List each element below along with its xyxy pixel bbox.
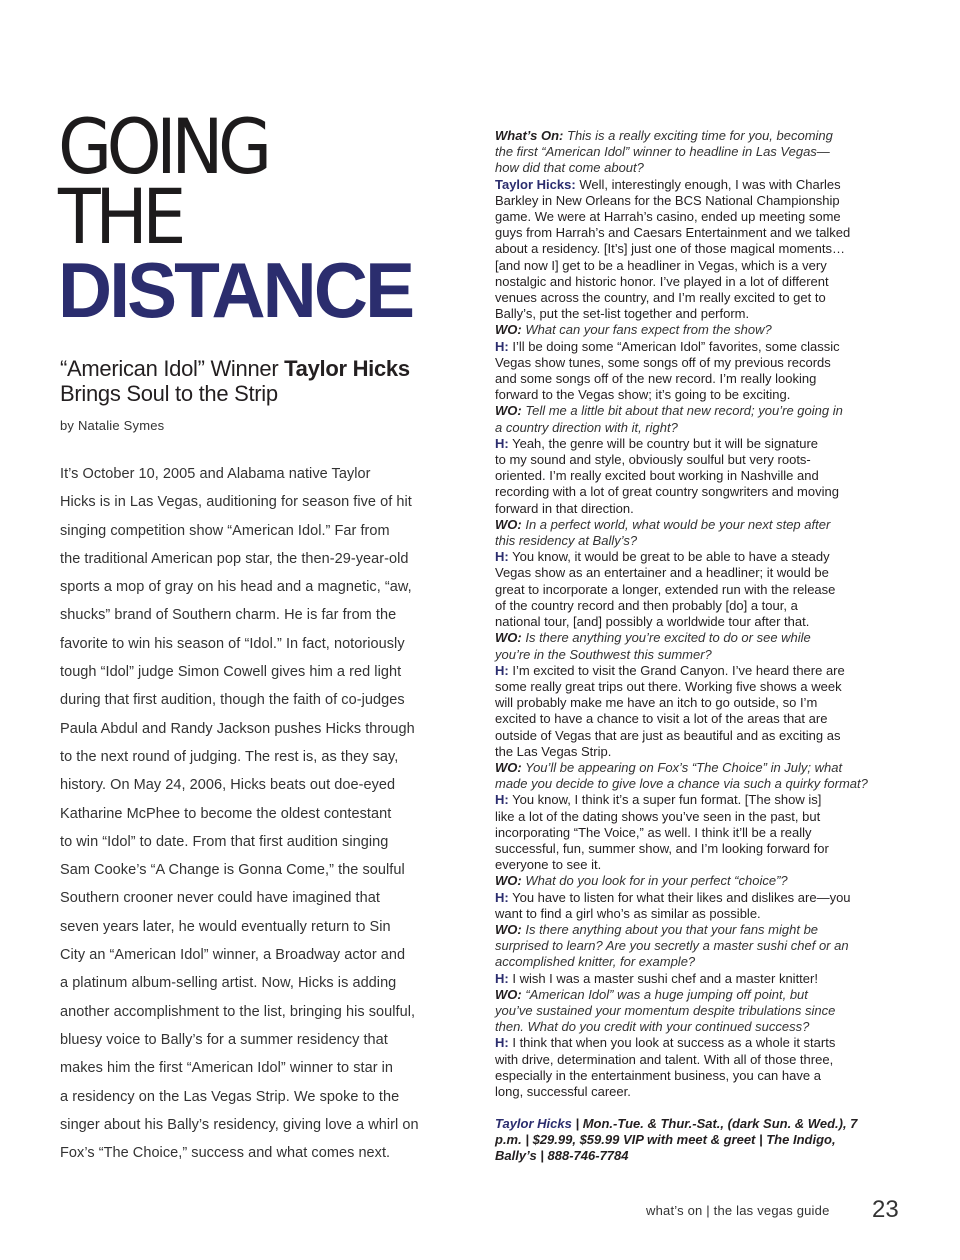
interview-answer <box>495 792 905 873</box>
intro-line: shucks” brand of Southern charm. He is far from the <box>60 607 397 624</box>
interview-text: recording with a lot of great country songwriters and moving <box>495 484 839 500</box>
interview-text: great to incorporate a longer, extended run with the release <box>495 581 836 597</box>
article-subtitle <box>60 356 450 406</box>
intro-line: another accomplishment to the list, bringing his soulful, <box>60 1003 416 1020</box>
interview-line <box>495 711 905 727</box>
interview-text: You know, it would be great to be able to have a steady <box>512 549 830 565</box>
interview-answer <box>495 436 905 517</box>
interview-line <box>495 258 905 274</box>
interview-text: Well, interestingly enough, I was with Charles <box>579 176 841 192</box>
interview-line <box>495 987 905 1003</box>
interview-text: you’ve sustained your momentum despite tribulations since <box>495 1002 836 1018</box>
interview-text: about a residency. [It’s] just one of those magical moments… <box>495 241 845 257</box>
speaker-tag-whats-on: WO: <box>495 516 522 532</box>
interview-line <box>495 663 905 679</box>
speaker-tag-hicks: H: <box>495 1035 509 1051</box>
interview-line <box>495 484 905 500</box>
interview-text: Is there anything about you that your fans might be <box>525 921 819 937</box>
interview-line <box>495 371 905 387</box>
show-info-line2: p.m. | $29.99, $59.99 VIP with meet & greet | The Indigo, <box>495 1132 836 1148</box>
show-info-line3: Bally’s | 888-746-7784 <box>495 1148 629 1164</box>
interview-text: the Las Vegas Strip. <box>495 743 612 759</box>
interview-line <box>495 776 905 792</box>
intro-line: Sam Cooke’s “A Change is Gonna Come,” the soulful <box>60 862 405 879</box>
interview-text: Vegas show tunes, some songs off of my previous records <box>495 354 831 370</box>
article-title <box>58 102 458 334</box>
interview-answer <box>495 549 905 630</box>
title-line-the: THE <box>58 172 181 261</box>
interview-line <box>495 760 905 776</box>
interview-answer <box>495 339 905 404</box>
intro-line: sports a mop of gray on his head and a magnetic, “aw, <box>60 579 412 596</box>
show-info-name: Taylor Hicks <box>495 1116 572 1131</box>
interview-text: This is a really exciting time for you, becoming <box>567 128 833 143</box>
intro-line: to win “Idol” to date. From that first audition singing <box>60 833 389 850</box>
interview-text: everyone to see it. <box>495 857 602 873</box>
interview-line <box>495 468 905 484</box>
intro-line: City an “American Idol” winner, a Broadway actor and <box>60 947 406 964</box>
interview-line <box>495 177 905 193</box>
interview-text: long, successful career. <box>495 1083 631 1099</box>
interview-text: to my sound and style, obviously soulful but very roots- <box>495 452 811 468</box>
interview-text: how did that come about? <box>495 160 644 176</box>
interview-text: nostalgic and historic honor. I’ve played in a lot of different <box>495 273 829 289</box>
byline: by Natalie Symes <box>60 418 165 433</box>
speaker-tag-whats-on: WO: <box>495 322 522 338</box>
interview-question <box>495 517 905 549</box>
intro-paragraph <box>60 460 452 1167</box>
interview-line <box>495 1019 905 1035</box>
interview-text: surprised to learn? Are you secretly a master sushi chef or an <box>495 938 849 954</box>
interview-line <box>495 598 905 614</box>
interview-line <box>495 647 905 663</box>
interview-question <box>495 630 905 662</box>
speaker-tag-hicks: H: <box>495 662 509 678</box>
interview-question <box>495 403 905 435</box>
intro-line: to the next round of judging. The rest is, as they say, <box>60 748 399 765</box>
interview-text: of the country record and then probably [do] a tour, a <box>495 597 798 613</box>
interview-text: game. We were at Harrah’s casino, ended up meeting some <box>495 209 841 225</box>
interview-text: some really great trips out there. Working five shows a week <box>495 678 842 694</box>
footer-publication: what’s on | the las vegas guide <box>646 1203 830 1218</box>
intro-line: favorite to win his season of “Idol.” In fact, notoriously <box>60 635 405 652</box>
interview-line <box>495 1035 905 1051</box>
interview-line <box>495 452 905 468</box>
interview-line <box>495 290 905 306</box>
interview-text: national tour, [and] possibly a worldwide tour after that. <box>495 614 810 630</box>
intro-line: tough “Idol” judge Simon Cowell gives him a red light <box>60 664 402 681</box>
intro-line: Katharine McPhee to become the oldest contestant <box>60 805 392 822</box>
intro-line: seven years later, he would eventually return to Sin <box>60 918 391 935</box>
interview-text: outside of Vegas that are just as beautiful and as exciting as <box>495 727 841 743</box>
intro-line: It’s October 10, 2005 and Alabama native Taylor <box>60 466 371 482</box>
speaker-tag-hicks: H: <box>495 338 509 354</box>
interview-text: made you decide to give love a chance via such a quirky format? <box>495 776 868 792</box>
interview-line <box>495 306 905 322</box>
page-number: 23 <box>872 1196 899 1223</box>
interview-line <box>495 193 905 209</box>
interview-text: incorporating “The Voice,” as well. I think it’ll be a really <box>495 824 812 840</box>
interview-text: guys from Harrah’s and Caesars Entertainment and we talked <box>495 225 851 241</box>
interview-line <box>495 825 905 841</box>
speaker-tag-whats-on: WO: <box>495 873 522 889</box>
speaker-tag-whats-on: WO: <box>495 403 522 419</box>
interview-question <box>495 128 905 177</box>
interview-line <box>495 1068 905 1084</box>
intro-line: history. On May 24, 2006, Hicks beats out doe-eyed <box>60 777 396 794</box>
interview-line <box>495 160 905 176</box>
interview-line <box>495 144 905 160</box>
interview-text: In a perfect world, what would be your next step after <box>525 516 831 532</box>
interview-answer <box>495 971 905 987</box>
interview-text: I’m excited to visit the Grand Canyon. I’ve heard there are <box>512 662 845 678</box>
interview-text: the first “American Idol” winner to headline in Las Vegas— <box>495 144 830 160</box>
interview-line <box>495 728 905 744</box>
interview-question <box>495 873 905 889</box>
interview-line <box>495 339 905 355</box>
interview-question <box>495 760 905 792</box>
interview-answer <box>495 890 905 922</box>
interview-question <box>495 987 905 1036</box>
interview-line <box>495 906 905 922</box>
interview-line <box>495 241 905 257</box>
interview-text: forward in that direction. <box>495 500 634 516</box>
interview-text: Vegas show as an entertainer and a headliner; it would be <box>495 565 829 581</box>
interview-text: Yeah, the genre will be country but it will be signature <box>512 435 819 451</box>
interview-text: will probably make me have an itch to go outside, so I’m <box>495 695 818 711</box>
interview-answer <box>495 1035 905 1100</box>
interview-line <box>495 971 905 987</box>
interview-line <box>495 1084 905 1100</box>
intro-line: Fox’s “The Choice,” success and what comes next. <box>60 1145 391 1162</box>
speaker-tag-hicks: H: <box>495 792 509 808</box>
interview-text: and some songs off of the new record. I’m really looking <box>495 371 817 387</box>
interview-line <box>495 1003 905 1019</box>
interview-line <box>495 549 905 565</box>
interview-line <box>495 582 905 598</box>
interview-text: accomplished knitter, for example? <box>495 954 696 970</box>
interview-answer <box>495 663 905 760</box>
interview-line <box>495 387 905 403</box>
intro-line: Hicks is in Las Vegas, auditioning for season five of hit <box>60 494 412 511</box>
interview-line <box>495 322 905 338</box>
interview-line <box>495 954 905 970</box>
show-info-line1 <box>495 1116 905 1132</box>
interview-text: want to find a girl who’s as similar as possible. <box>495 905 761 921</box>
interview-line <box>495 128 905 144</box>
speaker-tag-hicks: Taylor Hicks: <box>495 176 576 192</box>
interview-line <box>495 695 905 711</box>
interview-line <box>495 857 905 873</box>
subtitle-line2: Brings Soul to the Strip <box>60 381 278 406</box>
interview-text: venues across the country, and I’m really excited to get to <box>495 290 826 306</box>
intro-line: Paula Abdul and Randy Jackson pushes Hicks through <box>60 720 415 737</box>
speaker-tag-whats-on: WO: <box>495 986 522 1002</box>
interview-line <box>495 355 905 371</box>
interview-text: You’ll be appearing on Fox’s “The Choice” in July; what <box>525 759 843 775</box>
intro-line: a residency on the Las Vegas Strip. We spoke to the <box>60 1088 400 1105</box>
interview-answer <box>495 177 905 323</box>
interview-text: especially in the entertainment business, you can have a <box>495 1067 821 1083</box>
interview-line <box>495 517 905 533</box>
interview-line <box>495 436 905 452</box>
interview-text: What do you look for in your perfect “choice”? <box>525 873 788 889</box>
show-info-schedule: | Mon.-Tue. & Thur.-Sat., (dark Sun. & Wed.), 7 <box>571 1116 858 1131</box>
interview-text: I wish I was a master sushi chef and a master knitter! <box>512 970 818 986</box>
interview-line <box>495 922 905 938</box>
interview-line <box>495 403 905 419</box>
interview-line <box>495 679 905 695</box>
intro-line: singing competition show “American Idol.” Far from <box>60 522 390 539</box>
interview-line <box>495 630 905 646</box>
interview-text: Bally’s, put the set-list together and perform. <box>495 306 750 322</box>
interview-text: forward to the Vegas show; it’s going to be exciting. <box>495 387 791 403</box>
interview-line <box>495 533 905 549</box>
intro-line: during that first audition, though the faith of co-judges <box>60 692 405 709</box>
interview-question <box>495 922 905 971</box>
interview-text: this residency at Bally’s? <box>495 533 638 549</box>
intro-line: bluesy voice to Bally’s for a summer residency that <box>60 1031 388 1048</box>
interview-line <box>495 209 905 225</box>
interview-text: excited to have a chance to visit a lot of the areas that are <box>495 711 828 727</box>
interview-text: successful, fun, summer show, and I’m looking forward for <box>495 840 829 856</box>
interview-text: Barkley in New Orleans for the BCS National Championship <box>495 192 840 208</box>
speaker-tag-whats-on: WO: <box>495 630 522 646</box>
interview-text: “American Idol” was a huge jumping off point, but <box>525 986 808 1002</box>
interview-text: I’ll be doing some “American Idol” favorites, some classic <box>512 338 840 354</box>
interview-line <box>495 274 905 290</box>
intro-line: the traditional American pop star, the then-29-year-old <box>60 550 409 567</box>
interview-line <box>495 225 905 241</box>
interview-text: then. What do you credit with your continued success? <box>495 1019 810 1035</box>
interview-text: like a lot of the dating shows you’ve seen in the past, but <box>495 808 821 824</box>
interview-text: a country direction with it, right? <box>495 419 678 435</box>
speaker-tag-hicks: H: <box>495 970 509 986</box>
interview-text: You have to listen for what their likes and dislikes are—you <box>512 889 851 905</box>
interview-line <box>495 938 905 954</box>
interview-line <box>495 614 905 630</box>
interview-text: with drive, determination and talent. With all of those three, <box>495 1051 834 1067</box>
speaker-tag-whats-on: WO: <box>495 921 522 937</box>
interview-line <box>495 420 905 436</box>
interview-text: [and now I] get to be a headliner in Vegas, which is a very <box>495 257 827 273</box>
show-info <box>495 1116 905 1165</box>
subtitle-prefix: “American Idol” Winner <box>60 356 285 381</box>
interview-line <box>495 873 905 889</box>
speaker-tag-hicks: H: <box>495 549 509 565</box>
interview-line <box>495 809 905 825</box>
intro-line: singer about his Bally’s residency, giving love a whirl on <box>60 1116 419 1133</box>
interview-question <box>495 322 905 338</box>
interview-line <box>495 565 905 581</box>
title-line-distance: DISTANCE <box>58 246 413 334</box>
title-line-going: GOING <box>58 102 267 191</box>
interview-text: What can your fans expect from the show? <box>525 322 772 338</box>
interview-text: you’re in the Southwest this summer? <box>495 646 712 662</box>
interview-line <box>495 501 905 517</box>
interview-text: You know, I think it’s a super fun format. [The show is] <box>512 792 822 808</box>
speaker-tag-hicks: H: <box>495 889 509 905</box>
interview-line <box>495 890 905 906</box>
interview-text: I think that when you look at success as a whole it starts <box>512 1035 836 1051</box>
speaker-tag-whats-on: WO: <box>495 759 522 775</box>
interview-column <box>495 128 905 1100</box>
subtitle-name: Taylor Hicks <box>284 356 410 381</box>
interview-line <box>495 792 905 808</box>
speaker-tag-hicks: H: <box>495 435 509 451</box>
intro-line: makes him the first “American Idol” winner to star in <box>60 1060 394 1077</box>
speaker-tag-whats-on: What’s On: <box>495 128 564 143</box>
interview-text: oriented. I’m really excited bout working in Nashville and <box>495 468 819 484</box>
interview-line <box>495 744 905 760</box>
intro-line: Southern crooner never could have imagined that <box>60 890 380 907</box>
interview-text: Is there anything you’re excited to do or see while <box>525 630 811 646</box>
interview-line <box>495 1052 905 1068</box>
interview-line <box>495 841 905 857</box>
interview-text: Tell me a little bit about that new record; you’re going in <box>525 403 843 419</box>
intro-line: a platinum album-selling artist. Now, Hicks is adding <box>60 975 397 992</box>
